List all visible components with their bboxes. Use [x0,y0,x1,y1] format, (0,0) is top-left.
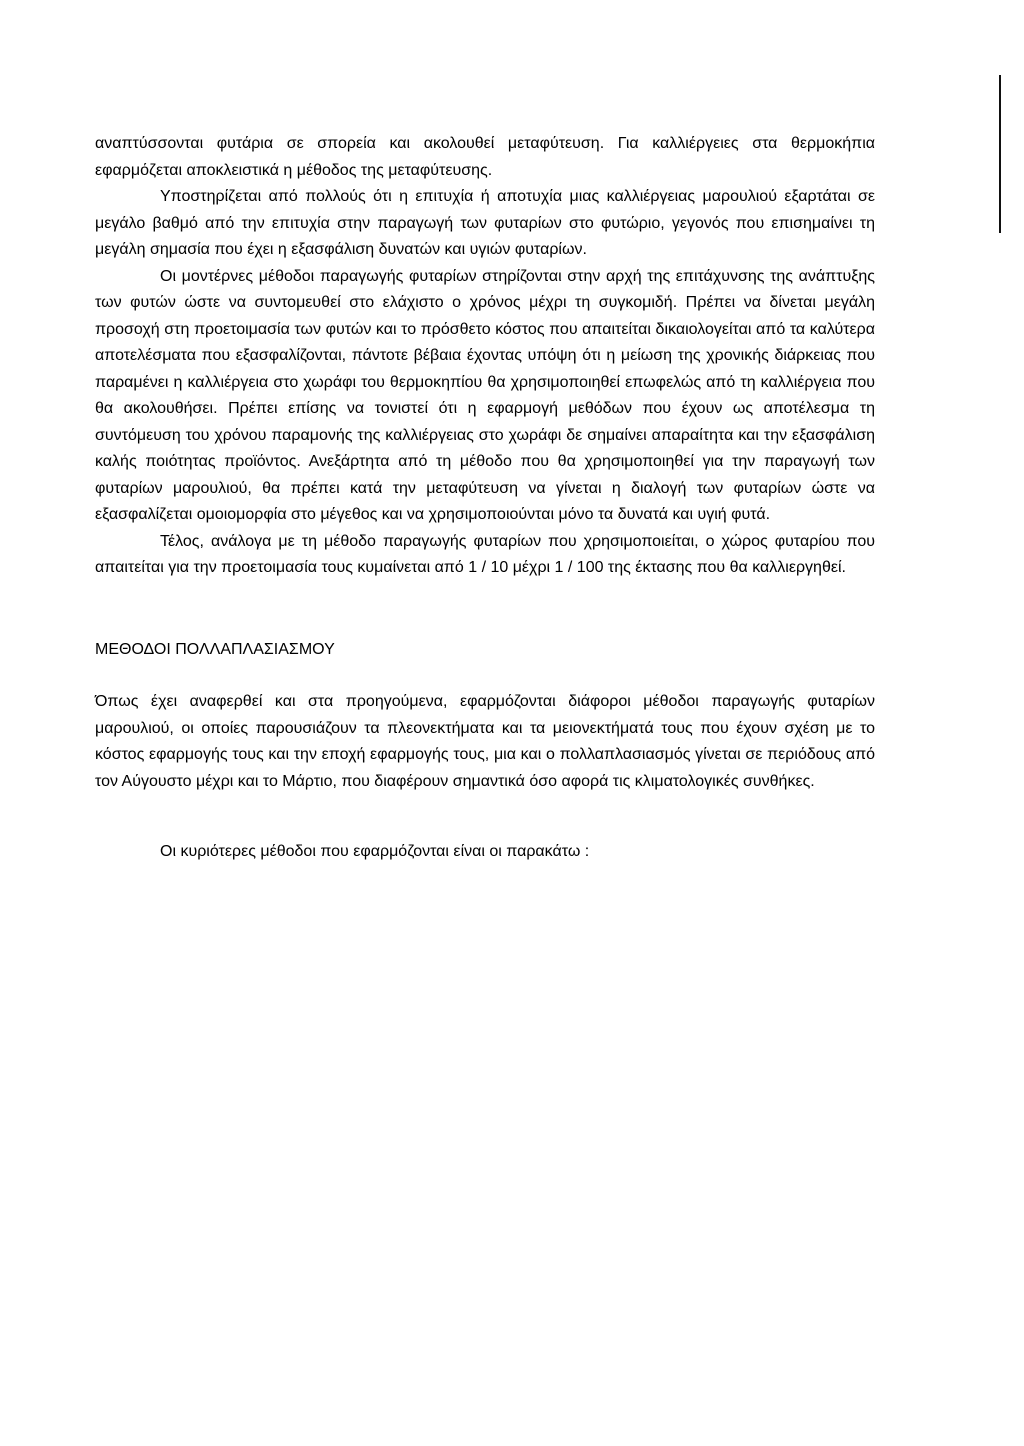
paragraph-seedling-importance: Υποστηρίζεται από πολλούς ότι η επιτυχία ή αποτυχία μιας καλλιέργειας μαρουλιού εξαρτάται σε μεγάλο βαθμό από την επιτυχία στην παραγωγή των φυταρίων στο φυτώριο, γεγονός που επισημαίνει τη μεγάλη σημασία που έχει η εξασφάλιση δυνατών και υγιών φυταρίων. [95,188,875,258]
spacer [95,582,875,637]
spacer [95,795,875,839]
scan-edge-line [999,75,1001,233]
paragraph-main-methods-intro: Οι κυριότερες μέθοδοι που εφαρμόζονται είναι οι παρακάτω : [160,843,590,860]
paragraph-modern-methods: Οι μοντέρνες μέθοδοι παραγωγής φυταρίων στηρίζονται στην αρχή της επιτάχυνσης της ανάπτυξης των φυτών ώστε να συντομευθεί στο ελάχιστο ο χρόνος μέχρι τη συγκομιδή. Πρέπει να δίνεται μεγάλη προσοχή στη προετοιμασία των φυτών και το πρόσθετο κόστος που απαιτείται δικαιολογείται από τα καλύτερα αποτελέσματα που εξασφαλίζονται, πάντοτε βέβαια έχοντας υπόψη ότι η μείωση της χρονικής διάρκειας που παραμένει η καλλιέργεια στο χωράφι του θερμοκηπίου θα χρησιμοποιηθεί επωφελώς από τη καλλιέργεια που θα ακολουθήσει. Πρέπει επίσης να τονιστεί ότι η εφαρμογή μεθόδων που έχουν ως αποτέλεσμα τη συντόμευση του χρόνου παραμονής της καλλιέργειας στο χωράφι δε σημαίνει απαραίτητα και την εξασφάλιση καλής ποιότητας προϊόντος. Ανεξάρτητα από τη μέθοδο που θα χρησιμοποιηθεί για την παραγωγή των φυταρίων μαρουλιού, θα πρέπει κατά την μεταφύτευση να γίνεται η διαλογή των φυταρίων ώστε να εξασφαλίζεται ομοιομορφία στο μέγεθος και να χρησιμοποιούνται μόνο τα δυνατά και υγιή φυτά. [95,267,875,523]
document-page [95,131,875,866]
section-heading: ΜΕΘΟΔΟΙ ΠΟΛΛΑΠΛΑΣΙΑΣΜΟΥ [95,640,335,658]
paragraph-nursery-space: Τέλος, ανάλογα με τη μέθοδο παραγωγής φυταρίων που χρησιμοποιείται, ο χώρος φυταρίου που απαιτείται για την προετοιμασία τους κυμαίνεται από 1 / 10 μέχρι 1 / 100 της έκτασης που θα καλλιεργηθεί. [95,532,875,576]
spacer [95,663,875,689]
paragraph-intro-continuation: αναπτύσσονται φυτάρια σε σπορεία και ακολουθεί μεταφύτευση. Για καλλιέργειες στα θερμοκήπια εφαρμόζεται αποκλειστικά η μέθοδος της μεταφύτευσης. [95,135,875,179]
paragraph-propagation-methods: Όπως έχει αναφερθεί και στα προηγούμενα, εφαρμόζονται διάφοροι μέθοδοι παραγωγής φυταρίων μαρουλιού, οι οποίες παρουσιάζουν τα πλεονεκτήματα και τα μειονεκτήματά τους που έχουν σχέση με το κόστος εφαρμογής τους και την εποχή εφαρμογής τους, μια και ο πολλαπλασιασμός γίνεται σε περιόδους από τον Αύγουστο μέχρι και το Μάρτιο, που διαφέρουν σημαντικά όσο αφορά τις κλιματολογικές συνθήκες. [95,693,875,790]
